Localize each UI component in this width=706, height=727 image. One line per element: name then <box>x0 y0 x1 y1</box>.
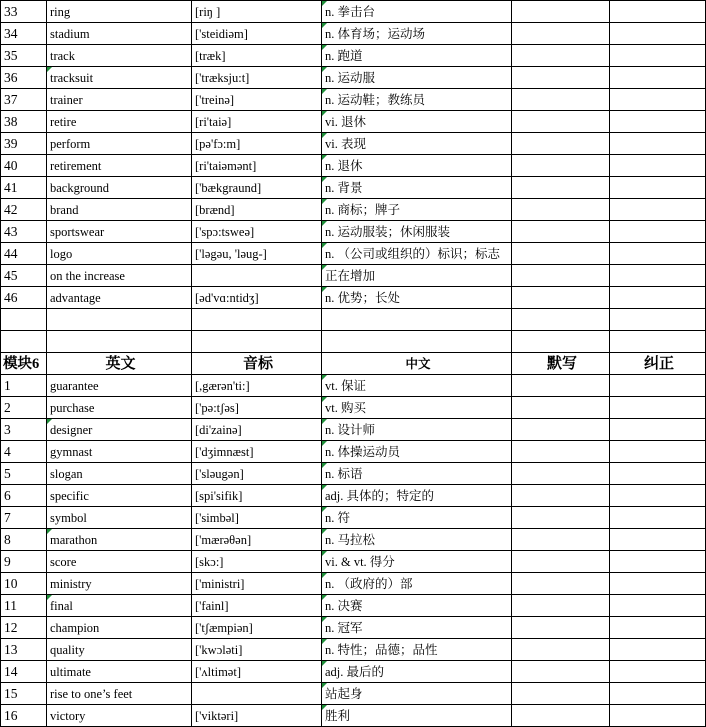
phonetic-cell[interactable]: ['ləgəu, 'ləug-] <box>192 243 322 265</box>
english-cell[interactable]: ministry <box>47 573 192 595</box>
dictation-cell[interactable] <box>512 441 610 463</box>
chinese-cell[interactable]: vi. 退休 <box>322 111 512 133</box>
english-cell[interactable]: background <box>47 177 192 199</box>
dictation-cell[interactable] <box>512 155 610 177</box>
phonetic-cell[interactable]: [ri'taiə] <box>192 111 322 133</box>
row-number-cell[interactable]: 15 <box>1 683 47 705</box>
correction-cell[interactable] <box>610 89 706 111</box>
dictation-cell[interactable] <box>512 265 610 287</box>
chinese-cell[interactable]: n. 运动服 <box>322 67 512 89</box>
dictation-cell[interactable] <box>512 177 610 199</box>
row-number-cell[interactable]: 9 <box>1 551 47 573</box>
phonetic-cell[interactable]: [əd'vɑ:ntidʒ] <box>192 287 322 309</box>
correction-cell[interactable] <box>610 573 706 595</box>
table-row <box>1 287 706 309</box>
row-number-cell[interactable]: 46 <box>1 287 47 309</box>
correction-cell[interactable] <box>610 155 706 177</box>
correction-cell[interactable] <box>610 595 706 617</box>
phonetic-cell[interactable]: ['fainl] <box>192 595 322 617</box>
correction-cell[interactable] <box>610 661 706 683</box>
english-cell[interactable]: sportswear <box>47 221 192 243</box>
correction-cell[interactable] <box>610 705 706 727</box>
english-cell[interactable]: on the increase <box>47 265 192 287</box>
correction-cell[interactable] <box>610 265 706 287</box>
table-row <box>1 595 706 617</box>
phonetic-cell[interactable]: [riŋ ] <box>192 1 322 23</box>
row-number-cell[interactable]: 6 <box>1 485 47 507</box>
dictation-cell[interactable] <box>512 1 610 23</box>
row-number-cell[interactable]: 3 <box>1 419 47 441</box>
phonetic-cell[interactable]: ['bækgraund] <box>192 177 322 199</box>
chinese-cell[interactable]: vt. 购买 <box>322 397 512 419</box>
table-row <box>1 419 706 441</box>
chinese-cell[interactable]: n. 符 <box>322 507 512 529</box>
table-row <box>1 199 706 221</box>
dictation-cell[interactable] <box>512 287 610 309</box>
chinese-cell[interactable]: n. （公司或组织的）标识；标志 <box>322 243 512 265</box>
chinese-cell[interactable]: n. 设计师 <box>322 419 512 441</box>
correction-cell[interactable] <box>610 177 706 199</box>
english-cell[interactable]: ring <box>47 1 192 23</box>
phonetic-cell[interactable]: [træk] <box>192 45 322 67</box>
correction-cell[interactable] <box>610 507 706 529</box>
row-number-cell[interactable]: 8 <box>1 529 47 551</box>
correction-cell[interactable] <box>610 221 706 243</box>
phonetic-cell[interactable] <box>192 683 322 705</box>
row-number-cell[interactable]: 12 <box>1 617 47 639</box>
chinese-cell[interactable]: n. 运动鞋；教练员 <box>322 89 512 111</box>
chinese-cell[interactable]: 胜利 <box>322 705 512 727</box>
chinese-cell[interactable]: n. 马拉松 <box>322 529 512 551</box>
header-phonetic[interactable]: 音标 <box>192 353 322 375</box>
correction-cell[interactable] <box>610 419 706 441</box>
phonetic-cell[interactable]: ['ministri] <box>192 573 322 595</box>
english-cell[interactable]: ultimate <box>47 661 192 683</box>
cell[interactable] <box>192 331 322 353</box>
correction-cell[interactable] <box>610 375 706 397</box>
dictation-cell[interactable] <box>512 551 610 573</box>
correction-cell[interactable] <box>610 287 706 309</box>
row-number-cell[interactable]: 45 <box>1 265 47 287</box>
chinese-cell[interactable]: n. 拳击台 <box>322 1 512 23</box>
english-cell[interactable]: final <box>47 595 192 617</box>
correction-cell[interactable] <box>610 23 706 45</box>
english-cell[interactable]: trainer <box>47 89 192 111</box>
row-number-cell[interactable]: 5 <box>1 463 47 485</box>
dictation-cell[interactable] <box>512 45 610 67</box>
correction-cell[interactable] <box>610 617 706 639</box>
dictation-cell[interactable] <box>512 573 610 595</box>
phonetic-cell[interactable]: ['treinə] <box>192 89 322 111</box>
dictation-cell[interactable] <box>512 397 610 419</box>
correction-cell[interactable] <box>610 463 706 485</box>
row-number-cell[interactable]: 2 <box>1 397 47 419</box>
header-row <box>1 353 706 375</box>
cell[interactable] <box>512 331 610 353</box>
table-row <box>1 683 706 705</box>
chinese-cell[interactable]: n. 特性；品德；品性 <box>322 639 512 661</box>
header-correction[interactable]: 纠正 <box>610 353 706 375</box>
english-cell[interactable]: rise to one’s feet <box>47 683 192 705</box>
dictation-cell[interactable] <box>512 507 610 529</box>
table-row <box>1 639 706 661</box>
english-cell[interactable]: specific <box>47 485 192 507</box>
english-cell[interactable]: purchase <box>47 397 192 419</box>
phonetic-cell[interactable]: ['pə:tʃəs] <box>192 397 322 419</box>
dictation-cell[interactable] <box>512 23 610 45</box>
dictation-cell[interactable] <box>512 683 610 705</box>
blank-row <box>1 309 706 331</box>
table-row <box>1 375 706 397</box>
english-cell[interactable]: retirement <box>47 155 192 177</box>
phonetic-cell[interactable]: [skɔ:] <box>192 551 322 573</box>
chinese-cell[interactable]: n. 商标；牌子 <box>322 199 512 221</box>
correction-cell[interactable] <box>610 111 706 133</box>
dictation-cell[interactable] <box>512 419 610 441</box>
dictation-cell[interactable] <box>512 617 610 639</box>
correction-cell[interactable] <box>610 1 706 23</box>
dictation-cell[interactable] <box>512 89 610 111</box>
correction-cell[interactable] <box>610 639 706 661</box>
chinese-cell[interactable]: vi. & vt. 得分 <box>322 551 512 573</box>
module5-rows <box>1 1 706 309</box>
dictation-cell[interactable] <box>512 221 610 243</box>
english-cell[interactable]: advantage <box>47 287 192 309</box>
english-cell[interactable]: symbol <box>47 507 192 529</box>
table-row <box>1 89 706 111</box>
correction-cell[interactable] <box>610 67 706 89</box>
row-number-cell[interactable]: 41 <box>1 177 47 199</box>
english-cell[interactable]: tracksuit <box>47 67 192 89</box>
correction-cell[interactable] <box>610 529 706 551</box>
cell[interactable] <box>47 309 192 331</box>
row-number-cell[interactable]: 37 <box>1 89 47 111</box>
dictation-cell[interactable] <box>512 661 610 683</box>
blank-row <box>1 331 706 353</box>
dictation-cell[interactable] <box>512 595 610 617</box>
chinese-cell[interactable]: 站起身 <box>322 683 512 705</box>
chinese-cell[interactable]: n. （政府的）部 <box>322 573 512 595</box>
chinese-cell[interactable]: adj. 最后的 <box>322 661 512 683</box>
table-row <box>1 1 706 23</box>
table-row <box>1 507 706 529</box>
english-cell[interactable]: guarantee <box>47 375 192 397</box>
chinese-cell[interactable]: n. 体操运动员 <box>322 441 512 463</box>
phonetic-cell[interactable]: ['viktəri] <box>192 705 322 727</box>
cell[interactable] <box>1 309 47 331</box>
table-row <box>1 177 706 199</box>
phonetic-cell[interactable]: [pə'fɔ:m] <box>192 133 322 155</box>
phonetic-cell[interactable]: ['spɔ:tsweə] <box>192 221 322 243</box>
row-number-cell[interactable]: 10 <box>1 573 47 595</box>
dictation-cell[interactable] <box>512 199 610 221</box>
correction-cell[interactable] <box>610 133 706 155</box>
row-number-cell[interactable]: 14 <box>1 661 47 683</box>
table-row <box>1 617 706 639</box>
chinese-cell[interactable]: 正在增加 <box>322 265 512 287</box>
correction-cell[interactable] <box>610 551 706 573</box>
table-row <box>1 23 706 45</box>
english-cell[interactable]: retire <box>47 111 192 133</box>
chinese-cell[interactable]: adj. 具体的；特定的 <box>322 485 512 507</box>
chinese-cell[interactable]: vi. 表现 <box>322 133 512 155</box>
row-number-cell[interactable]: 43 <box>1 221 47 243</box>
module6-header <box>1 353 706 375</box>
table-row <box>1 45 706 67</box>
cell[interactable] <box>322 309 512 331</box>
correction-cell[interactable] <box>610 441 706 463</box>
phonetic-cell[interactable]: [brænd] <box>192 199 322 221</box>
dictation-cell[interactable] <box>512 485 610 507</box>
phonetic-cell[interactable]: ['mærəθən] <box>192 529 322 551</box>
row-number-cell[interactable]: 39 <box>1 133 47 155</box>
phonetic-cell[interactable]: ['ʌltimət] <box>192 661 322 683</box>
row-number-cell[interactable]: 11 <box>1 595 47 617</box>
module6-rows <box>1 375 706 727</box>
table-row <box>1 705 706 727</box>
english-cell[interactable]: track <box>47 45 192 67</box>
row-number-cell[interactable]: 42 <box>1 199 47 221</box>
phonetic-cell[interactable]: [di'zainə] <box>192 419 322 441</box>
row-number-cell[interactable]: 38 <box>1 111 47 133</box>
english-cell[interactable]: marathon <box>47 529 192 551</box>
phonetic-cell[interactable]: ['simbəl] <box>192 507 322 529</box>
english-cell[interactable]: gymnast <box>47 441 192 463</box>
cell[interactable] <box>192 309 322 331</box>
header-dictation[interactable]: 默写 <box>512 353 610 375</box>
row-number-cell[interactable]: 35 <box>1 45 47 67</box>
correction-cell[interactable] <box>610 485 706 507</box>
cell[interactable] <box>512 309 610 331</box>
table-row <box>1 111 706 133</box>
table-row <box>1 397 706 419</box>
chinese-cell[interactable]: n. 决赛 <box>322 595 512 617</box>
correction-cell[interactable] <box>610 397 706 419</box>
table-row <box>1 573 706 595</box>
chinese-cell[interactable]: n. 体育场；运动场 <box>322 23 512 45</box>
correction-cell[interactable] <box>610 199 706 221</box>
english-cell[interactable]: brand <box>47 199 192 221</box>
english-cell[interactable]: quality <box>47 639 192 661</box>
header-module[interactable]: 模块6 <box>1 353 47 375</box>
phonetic-cell[interactable]: [ri'taiəmənt] <box>192 155 322 177</box>
dictation-cell[interactable] <box>512 639 610 661</box>
table-row <box>1 67 706 89</box>
table-row <box>1 243 706 265</box>
row-number-cell[interactable]: 4 <box>1 441 47 463</box>
correction-cell[interactable] <box>610 683 706 705</box>
chinese-cell[interactable]: n. 标语 <box>322 463 512 485</box>
blank-rows <box>1 309 706 353</box>
dictation-cell[interactable] <box>512 375 610 397</box>
phonetic-cell[interactable]: ['træksju:t] <box>192 67 322 89</box>
phonetic-cell[interactable]: [spi'sifik] <box>192 485 322 507</box>
correction-cell[interactable] <box>610 45 706 67</box>
chinese-cell[interactable]: n. 退休 <box>322 155 512 177</box>
dictation-cell[interactable] <box>512 705 610 727</box>
table-row <box>1 529 706 551</box>
row-number-cell[interactable]: 36 <box>1 67 47 89</box>
phonetic-cell[interactable]: ['dʒimnæst] <box>192 441 322 463</box>
dictation-cell[interactable] <box>512 243 610 265</box>
table-row <box>1 661 706 683</box>
cell[interactable] <box>610 331 706 353</box>
phonetic-cell[interactable] <box>192 265 322 287</box>
dictation-cell[interactable] <box>512 111 610 133</box>
english-cell[interactable]: victory <box>47 705 192 727</box>
table-row <box>1 485 706 507</box>
english-cell[interactable]: perform <box>47 133 192 155</box>
english-cell[interactable]: score <box>47 551 192 573</box>
correction-cell[interactable] <box>610 243 706 265</box>
table-row <box>1 133 706 155</box>
english-cell[interactable]: stadium <box>47 23 192 45</box>
table-row <box>1 221 706 243</box>
table-row <box>1 155 706 177</box>
table-row <box>1 441 706 463</box>
phonetic-cell[interactable]: ['kwɔləti] <box>192 639 322 661</box>
table-row <box>1 463 706 485</box>
dictation-cell[interactable] <box>512 463 610 485</box>
row-number-cell[interactable]: 16 <box>1 705 47 727</box>
row-number-cell[interactable]: 7 <box>1 507 47 529</box>
table-row <box>1 265 706 287</box>
chinese-cell[interactable]: n. 优势；长处 <box>322 287 512 309</box>
phonetic-cell[interactable]: ['sləugən] <box>192 463 322 485</box>
chinese-cell[interactable]: n. 冠军 <box>322 617 512 639</box>
row-number-cell[interactable]: 44 <box>1 243 47 265</box>
chinese-cell[interactable]: n. 跑道 <box>322 45 512 67</box>
row-number-cell[interactable]: 40 <box>1 155 47 177</box>
english-cell[interactable]: logo <box>47 243 192 265</box>
chinese-cell[interactable]: n. 背景 <box>322 177 512 199</box>
cell[interactable] <box>47 331 192 353</box>
english-cell[interactable]: champion <box>47 617 192 639</box>
dictation-cell[interactable] <box>512 67 610 89</box>
english-cell[interactable]: designer <box>47 419 192 441</box>
cell[interactable] <box>322 331 512 353</box>
cell[interactable] <box>610 309 706 331</box>
dictation-cell[interactable] <box>512 529 610 551</box>
phonetic-cell[interactable]: [,gærən'ti:] <box>192 375 322 397</box>
cell[interactable] <box>1 331 47 353</box>
chinese-cell[interactable]: n. 运动服装；休闲服装 <box>322 221 512 243</box>
table-row <box>1 551 706 573</box>
row-number-cell[interactable]: 1 <box>1 375 47 397</box>
header-english[interactable]: 英文 <box>47 353 192 375</box>
english-cell[interactable]: slogan <box>47 463 192 485</box>
phonetic-cell[interactable]: ['steidiəm] <box>192 23 322 45</box>
dictation-cell[interactable] <box>512 133 610 155</box>
header-chinese[interactable]: 中文 <box>322 353 512 375</box>
phonetic-cell[interactable]: ['tʃæmpiən] <box>192 617 322 639</box>
row-number-cell[interactable]: 34 <box>1 23 47 45</box>
row-number-cell[interactable]: 33 <box>1 1 47 23</box>
chinese-cell[interactable]: vt. 保证 <box>322 375 512 397</box>
row-number-cell[interactable]: 13 <box>1 639 47 661</box>
